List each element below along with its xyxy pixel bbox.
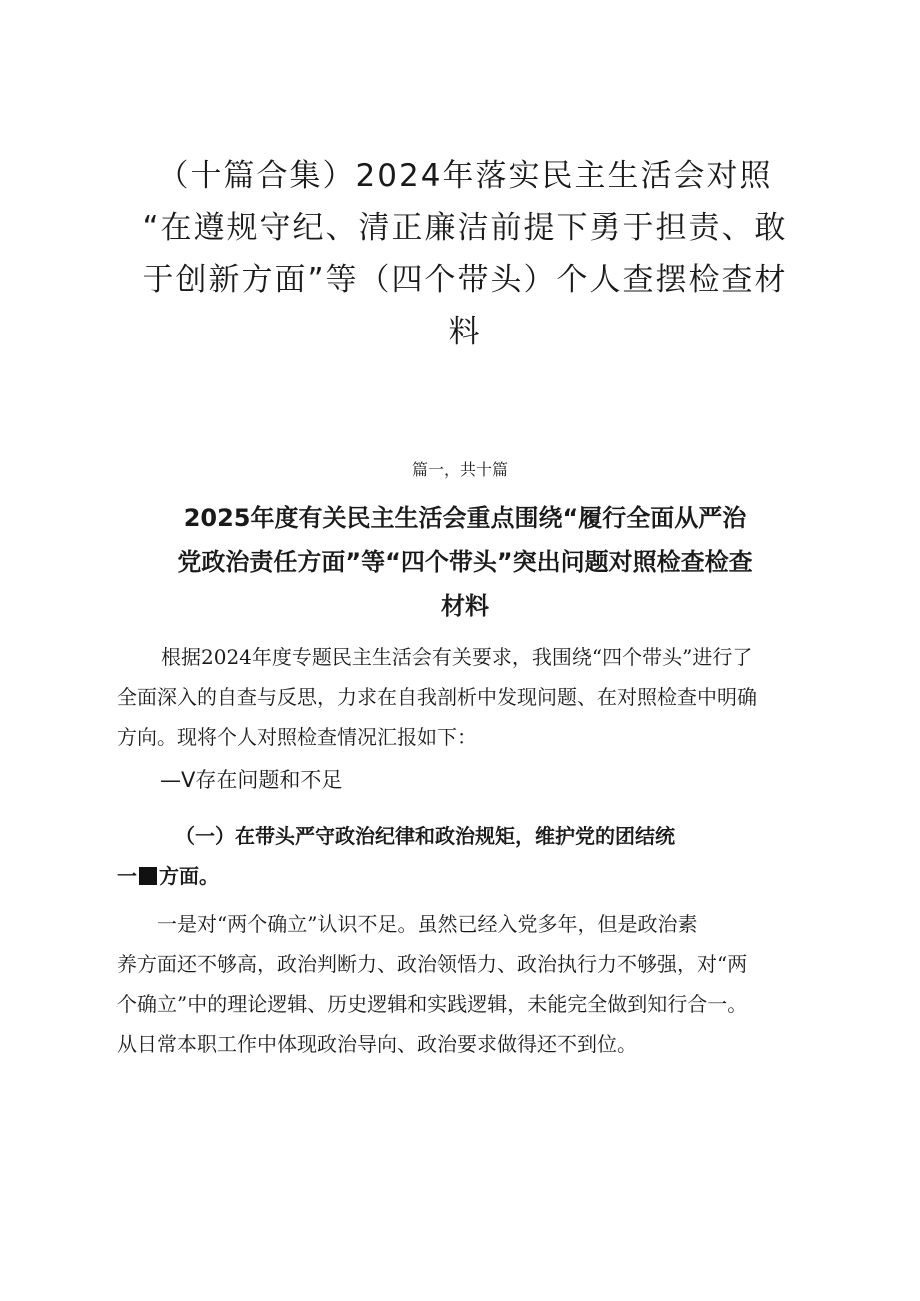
document-title [120,150,810,358]
point1-line-3: 个确立”中的理论逻辑、历史逻辑和实践逻辑，未能完全做到知行合一。 [117,992,748,1016]
heading2-line-1: （一）在带头严守政治纪律和政治规矩，维护党的团结统 [175,824,675,848]
point-one-paragraph [117,904,809,1064]
intro-paragraph [117,637,809,757]
section-subtitle [130,496,800,628]
point1-line-2: 养方面还不够高，政治判断力、政治领悟力、政治执行力不够强，对“两 [117,952,748,976]
title-line-2: “在遵规守纪、清正廉洁前提下勇于担责、敢 [142,210,788,246]
heading-problems: —V存在问题和不足 [160,768,343,792]
subtitle-line-3: 材料 [441,592,489,620]
intro-line-1: 根据2024年度专题民主生活会有关要求，我围绕“四个带头”进行了 [161,645,753,669]
title-line-4: 料 [448,314,482,350]
heading2-line-2 [117,856,809,896]
point1-line-1: 一是对“两个确立”认识不足。虽然已经入党多年，但是政治素 [157,912,698,936]
heading-political-discipline [117,816,809,896]
title-line-1: （十篇合集）2024年落实民主生活会对照 [157,158,773,194]
title-line-3: 于创新方面”等（四个带头）个人查摆检查材 [142,262,788,298]
black-square-icon [139,867,157,885]
subtitle-line-2: 党政治责任方面”等“四个带头”突出问题对照检查检查 [177,548,753,576]
section-counter: 篇一，共十篇 [411,460,508,479]
heading2-line-2-start: 一 [117,864,137,888]
point1-line-4: 从日常本职工作中体现政治导向、政治要求做得还不到位。 [117,1032,637,1056]
intro-line-3: 方向。现将个人对照检查情况汇报如下： [117,725,477,749]
intro-line-2: 全面深入的自查与反思，力求在自我剖析中发现问题、在对照检查中明确 [117,685,757,709]
heading2-line-2-end: 方面。 [159,864,219,888]
subtitle-line-1: 2025年度有关民主生活会重点围绕“履行全面从严治 [183,504,747,532]
